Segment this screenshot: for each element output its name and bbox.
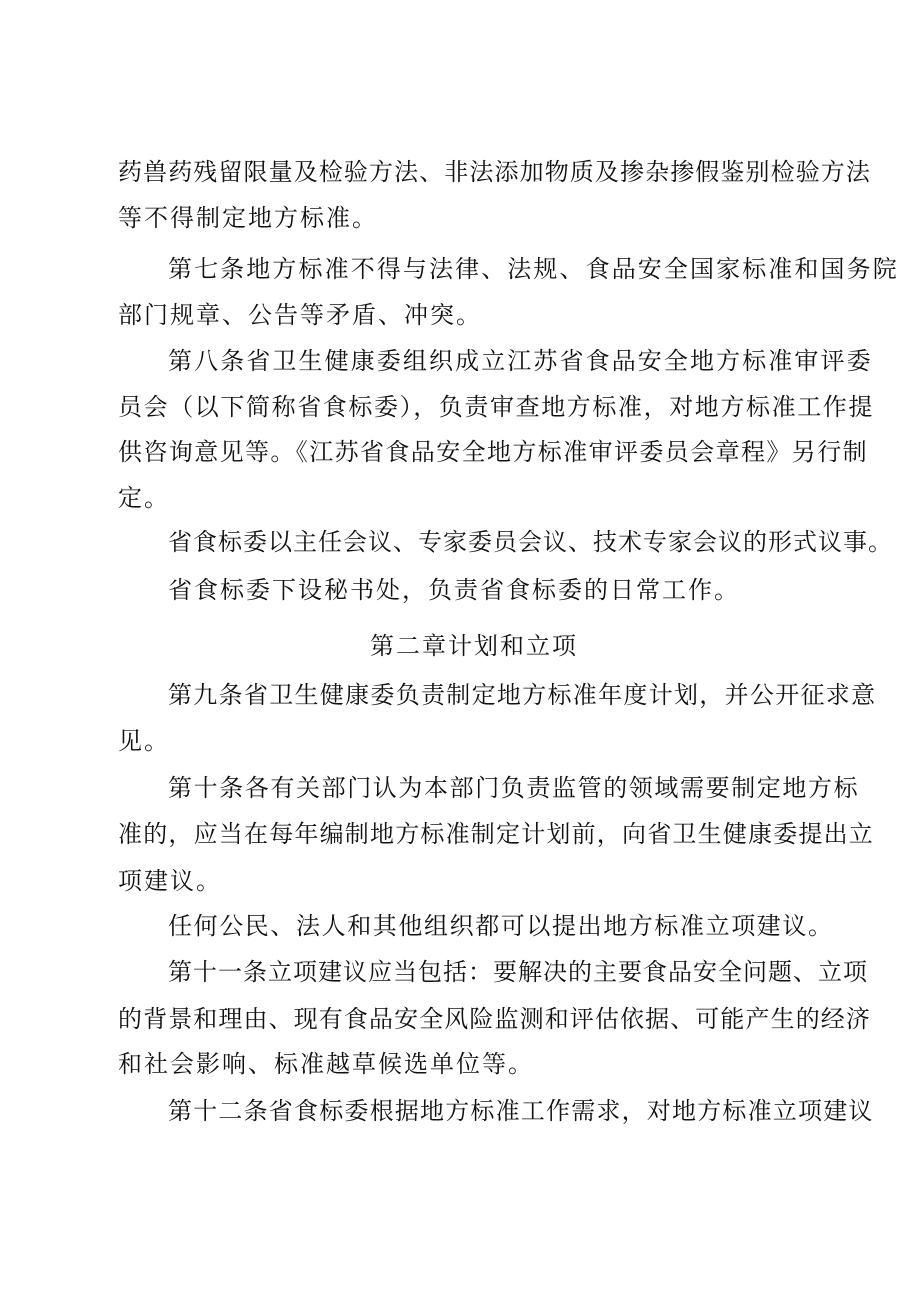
text-line: 部门规章、公告等矛盾、冲突。 xyxy=(118,301,482,329)
secretariat-paragraph: 省食标委下设秘书处，负责省食标委的日常工作。 xyxy=(168,576,740,604)
text-line: 见。 xyxy=(118,727,170,755)
committee-meeting-paragraph: 省食标委以主任会议、专家委员会议、技术专家会议的形式议事。 xyxy=(168,528,893,556)
article-9-paragraph: 第九条省卫生健康委负责制定地方标准年度计划，并公开征求意 xyxy=(168,681,877,709)
text-line: 供咨询意见等。《江苏省食品安全地方标准审评委员会章程》另行制 xyxy=(118,438,868,466)
article-11-paragraph: 第十一条立项建议应当包括：要解决的主要食品安全问题、立项 xyxy=(168,958,868,986)
article-10-paragraph: 第十条各有关部门认为本部门负责监管的领域需要制定地方标 xyxy=(168,774,860,802)
text-line: 药兽药残留限量及检验方法、非法添加物质及掺杂掺假鉴别检验方法 xyxy=(118,158,871,186)
text-line: 员会（以下简称省食标委），负责审查地方标准，对地方标准工作提 xyxy=(118,393,874,421)
text-line: 和社会影响、标准越草候选单位等。 xyxy=(118,1050,534,1078)
chapter-heading: 第二章计划和立项 xyxy=(370,632,578,660)
text-line: 定。 xyxy=(118,484,170,512)
article-7-paragraph: 第七条地方标准不得与法律、法规、食品安全国家标准和国务院 xyxy=(168,255,899,283)
article-8-paragraph: 第八条省卫生健康委组织成立江苏省食品安全地方标准审评委 xyxy=(168,347,873,375)
article-12-paragraph: 第十二条省食标委根据地方标准工作需求，对地方标准立项建议 xyxy=(168,1097,874,1125)
text-line: 等不得制定地方标准。 xyxy=(118,204,378,232)
text-line: 项建议。 xyxy=(118,867,222,895)
text-line: 的背景和理由、现有食品安全风险监测和评估依据、可能产生的经济 xyxy=(118,1005,871,1033)
public-proposal-paragraph: 任何公民、法人和其他组织都可以提出地方标准立项建议。 xyxy=(168,912,834,940)
text-line: 准的，应当在每年编制地方标准制定计划前，向省卫生健康委提出立 xyxy=(118,820,874,848)
